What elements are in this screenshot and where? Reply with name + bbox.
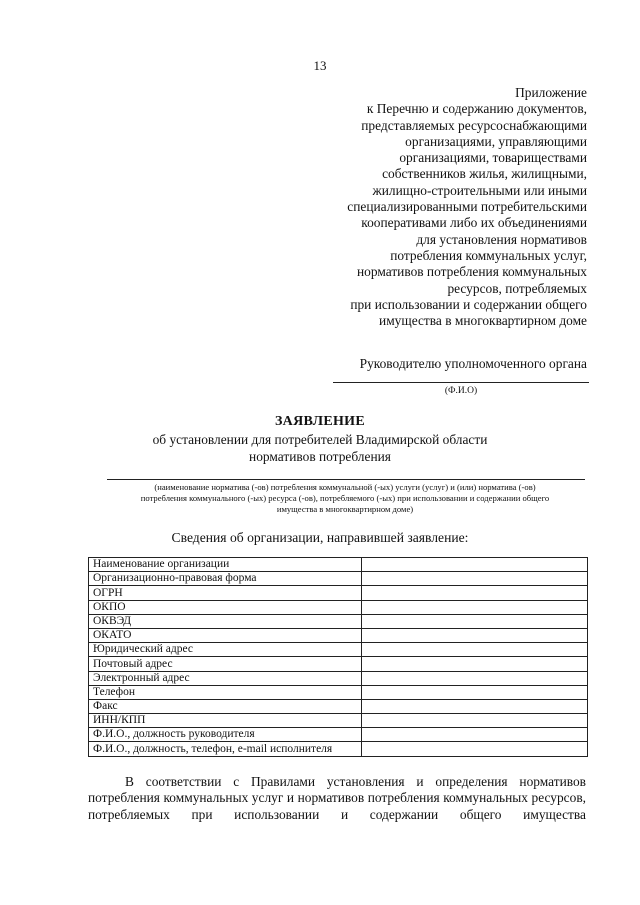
appendix-line: при использовании и содержании общего [350,296,587,312]
page-number: 13 [313,58,327,73]
row-value [362,586,588,600]
appendix-line: нормативов потребления коммунальных [356,264,587,280]
row-value [362,558,588,572]
body-paragraph [88,774,586,823]
table-row [89,628,588,642]
document-subtitle [0,431,640,465]
subtitle-line: нормативов потребления [249,449,391,464]
body-line: потребления коммунальных услуг и нормативов потребления коммунальных [88,790,528,806]
row-label: ОКВЭД [89,614,362,628]
row-label: ИНН/КПП [89,714,362,728]
norm-caption-line: потребления коммунального (-ых) ресурса (-ов), потребляемого (-ых) при использовании и содержании общего [140,493,550,503]
fio-caption: (Ф.И.О) [444,386,478,396]
row-value [362,572,588,586]
appendix-line: собственников жилья, жилищными, [382,166,587,182]
table-row [89,614,588,628]
appendix-line: к Перечню и содержанию документов, [366,101,587,117]
row-value [362,657,588,671]
row-value [362,742,588,756]
appendix-line: организациями, товариществами [399,150,587,166]
row-value [362,685,588,699]
body-line: ресурсов, потребляемых при использовании и содержании общего имущества [88,790,586,822]
row-label: Электронный адрес [89,671,362,685]
row-label: Ф.И.О., должность, телефон, e-mail исполнителя [89,742,362,756]
row-value [362,600,588,614]
row-value [362,628,588,642]
row-label: Телефон [89,685,362,699]
row-value [362,614,588,628]
row-value [362,699,588,713]
norm-name-line [107,479,585,480]
appendix-line: потребления коммунальных услуг, [390,247,587,263]
row-label: Организационно-правовая форма [89,572,362,586]
appendix-line: специализированными потребительскими [347,199,587,215]
addressee: Руководителю уполномоченного органа [359,356,587,371]
table-row [89,685,588,699]
appendix-line: кооперативами либо их объединениями [361,215,587,231]
row-label: Почтовый адрес [89,657,362,671]
row-value [362,714,588,728]
table-row [89,572,588,586]
appendix-header [287,85,587,329]
appendix-line: жилищно-строительными или иными [372,182,587,198]
norm-caption [95,482,595,515]
row-value [362,671,588,685]
table-row [89,586,588,600]
norm-caption-line: имущества в многоквартирном доме) [276,504,414,514]
fio-signature-line [333,382,589,383]
table-row [89,657,588,671]
row-label: ОКПО [89,600,362,614]
appendix-line: организациями, управляющими [405,133,587,149]
row-label: Наименование организации [89,558,362,572]
table-row [89,643,588,657]
appendix-line: для установления нормативов [416,231,587,247]
row-value [362,728,588,742]
table-row [89,714,588,728]
table-row [89,671,588,685]
appendix-line: ресурсов, потребляемых [447,280,587,296]
document-title: ЗАЯВЛЕНИЕ [274,414,365,429]
row-value [362,643,588,657]
appendix-line: имущества в многоквартирном доме [379,313,587,329]
table-row [89,742,588,756]
table-row [89,558,588,572]
subtitle-line: об установлении для потребителей Владимирской области [152,432,488,447]
row-label: Ф.И.О., должность руководителя [89,728,362,742]
appendix-line: представляемых ресурсоснабжающими [361,117,587,133]
row-label: ОКАТО [89,628,362,642]
table-row [89,600,588,614]
org-info-table [88,557,588,757]
norm-caption-line: (наименование норматива (-ов) потребления коммунальной (-ых) услуги (услуг) и (или) норматива (-ов) [154,482,536,492]
table-row [89,699,588,713]
row-label: ОГРН [89,586,362,600]
body-line: В соответствии с Правилами установления и определения нормативов [125,774,586,789]
row-label: Факс [89,699,362,713]
row-label: Юридический адрес [89,643,362,657]
appendix-line: Приложение [515,85,587,100]
table-row [89,728,588,742]
org-info-heading: Сведения об организации, направившей заявление: [171,530,469,545]
